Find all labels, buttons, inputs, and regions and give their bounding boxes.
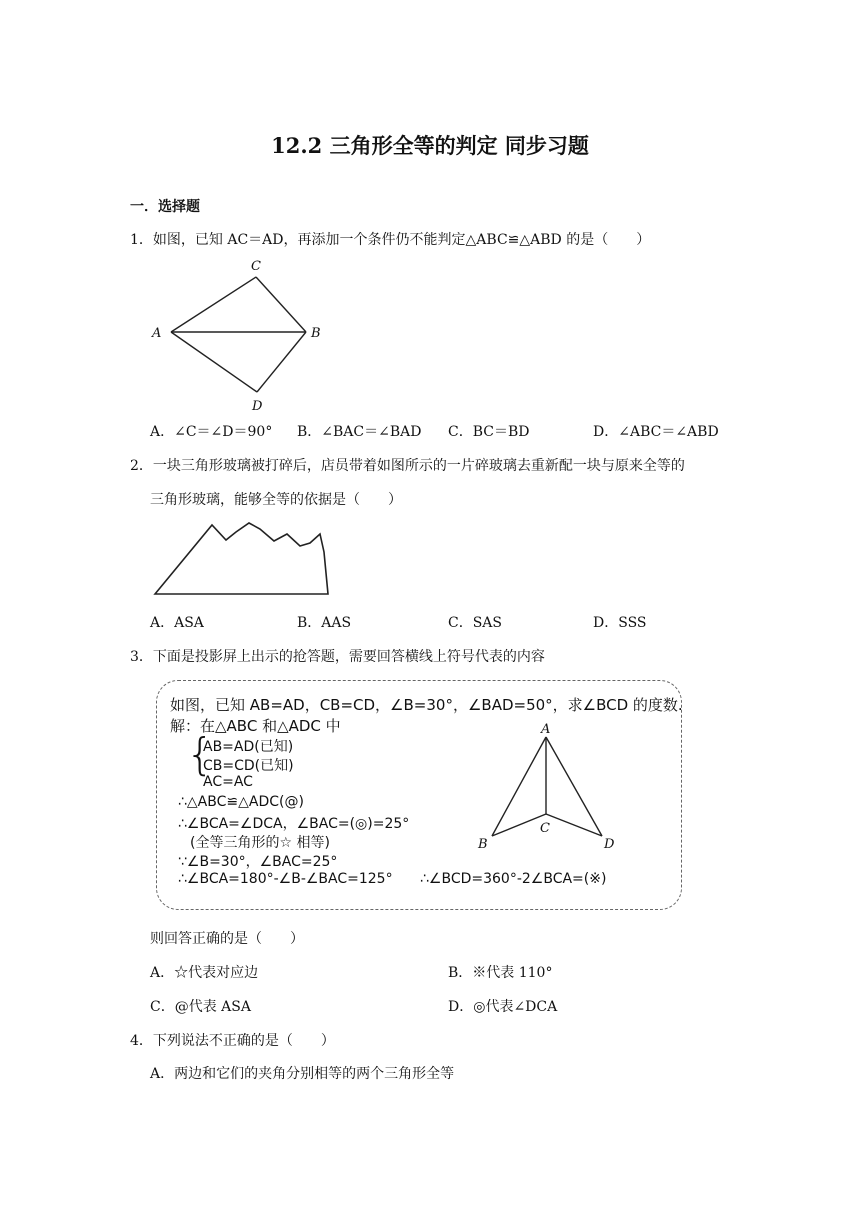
- label-c: C: [540, 821, 550, 836]
- q1-option-c: C．BC＝BD: [448, 424, 530, 440]
- box-solution-line: 解：在△ABC 和△ADC 中: [170, 717, 341, 735]
- label-a: A: [152, 326, 162, 341]
- q4-option-a: A．两边和它们的夹角分别相等的两个三角形全等: [150, 1066, 455, 1082]
- question-1-stem: 1．如图，已知 AC＝AD，再添加一个条件仍不能判定△ABC≌△ABD 的是（ ）: [130, 232, 651, 248]
- label-d: D: [252, 399, 263, 414]
- segment-ad: [546, 737, 602, 836]
- system-row-2: CB=CD(已知): [203, 758, 294, 774]
- page-title: 12.2 三角形全等的判定 同步习题: [271, 133, 589, 158]
- box-problem-line: 如图，已知 AB=AD，CB=CD，∠B=30°，∠BAD=50°，求∠BCD 的度数.: [170, 696, 683, 714]
- label-b: B: [478, 837, 488, 852]
- segment-cd: [546, 814, 602, 836]
- system-brace: {: [186, 729, 214, 780]
- q1-option-d: D．∠ABC＝∠ABD: [593, 424, 719, 440]
- box-given-line: ∵∠B=30°，∠BAC=25°: [178, 854, 338, 870]
- broken-glass-figure: [150, 520, 340, 600]
- q3-option-d: D．◎代表∠DCA: [448, 999, 558, 1015]
- box-congruence-line: ∴△ABC≌△ADC(@): [178, 794, 304, 810]
- label-d: D: [604, 837, 615, 852]
- glass-piece-shape: [155, 523, 328, 594]
- box-reason-line: (全等三角形的☆ 相等): [190, 835, 330, 851]
- q1-option-a: A．∠C＝∠D＝90°: [150, 424, 273, 440]
- label-a: A: [541, 722, 551, 737]
- q3-option-b: B．※代表 110°: [448, 965, 553, 981]
- label-c: C: [251, 259, 261, 274]
- q2-option-b: B．AAS: [297, 615, 352, 631]
- question-3-figure: [470, 722, 630, 857]
- segment-ac: [171, 277, 256, 332]
- q1-option-b: B．∠BAC＝∠BAD: [297, 424, 422, 440]
- q2-option-c: C．SAS: [448, 615, 503, 631]
- question-4-stem: 4．下列说法不正确的是（ ）: [130, 1033, 335, 1049]
- segment-db: [257, 332, 306, 392]
- question-2-stem-line1: 2．一块三角形玻璃被打碎后，店员带着如图所示的一片碎玻璃去重新配一块与原来全等的: [130, 458, 685, 474]
- label-b: B: [311, 326, 321, 341]
- q3-option-a: A．☆代表对应边: [150, 965, 259, 981]
- question-1-figure: [140, 252, 340, 417]
- system-row-3: AC=AC: [203, 774, 253, 790]
- question-3-stem: 3．下面是投影屏上出示的抢答题，需要回答横线上符号代表的内容: [130, 649, 545, 665]
- segment-ab: [492, 737, 546, 836]
- box-angle-line: ∴∠BCA=∠DCA，∠BAC=(◎)=25°: [178, 816, 410, 832]
- segment-ad: [171, 332, 257, 392]
- q2-option-d: D．SSS: [593, 615, 647, 631]
- q2-option-a: A．ASA: [150, 615, 204, 631]
- q3-option-c: C．@代表 ASA: [150, 999, 251, 1015]
- segment-bc: [492, 814, 546, 836]
- system-row-1: AB=AD(已知): [203, 739, 294, 755]
- section-heading: 一．选择题: [130, 199, 200, 215]
- question-2-stem-line2: 三角形玻璃，能够全等的依据是（ ）: [150, 492, 402, 508]
- segment-cb: [256, 277, 306, 332]
- box-bca-line: ∴∠BCA=180°-∠B-∠BAC=125°: [178, 871, 393, 887]
- box-bcd-line: ∴∠BCD=360°-2∠BCA=(※): [420, 871, 607, 887]
- question-3-ask: 则回答正确的是（ ）: [150, 931, 304, 947]
